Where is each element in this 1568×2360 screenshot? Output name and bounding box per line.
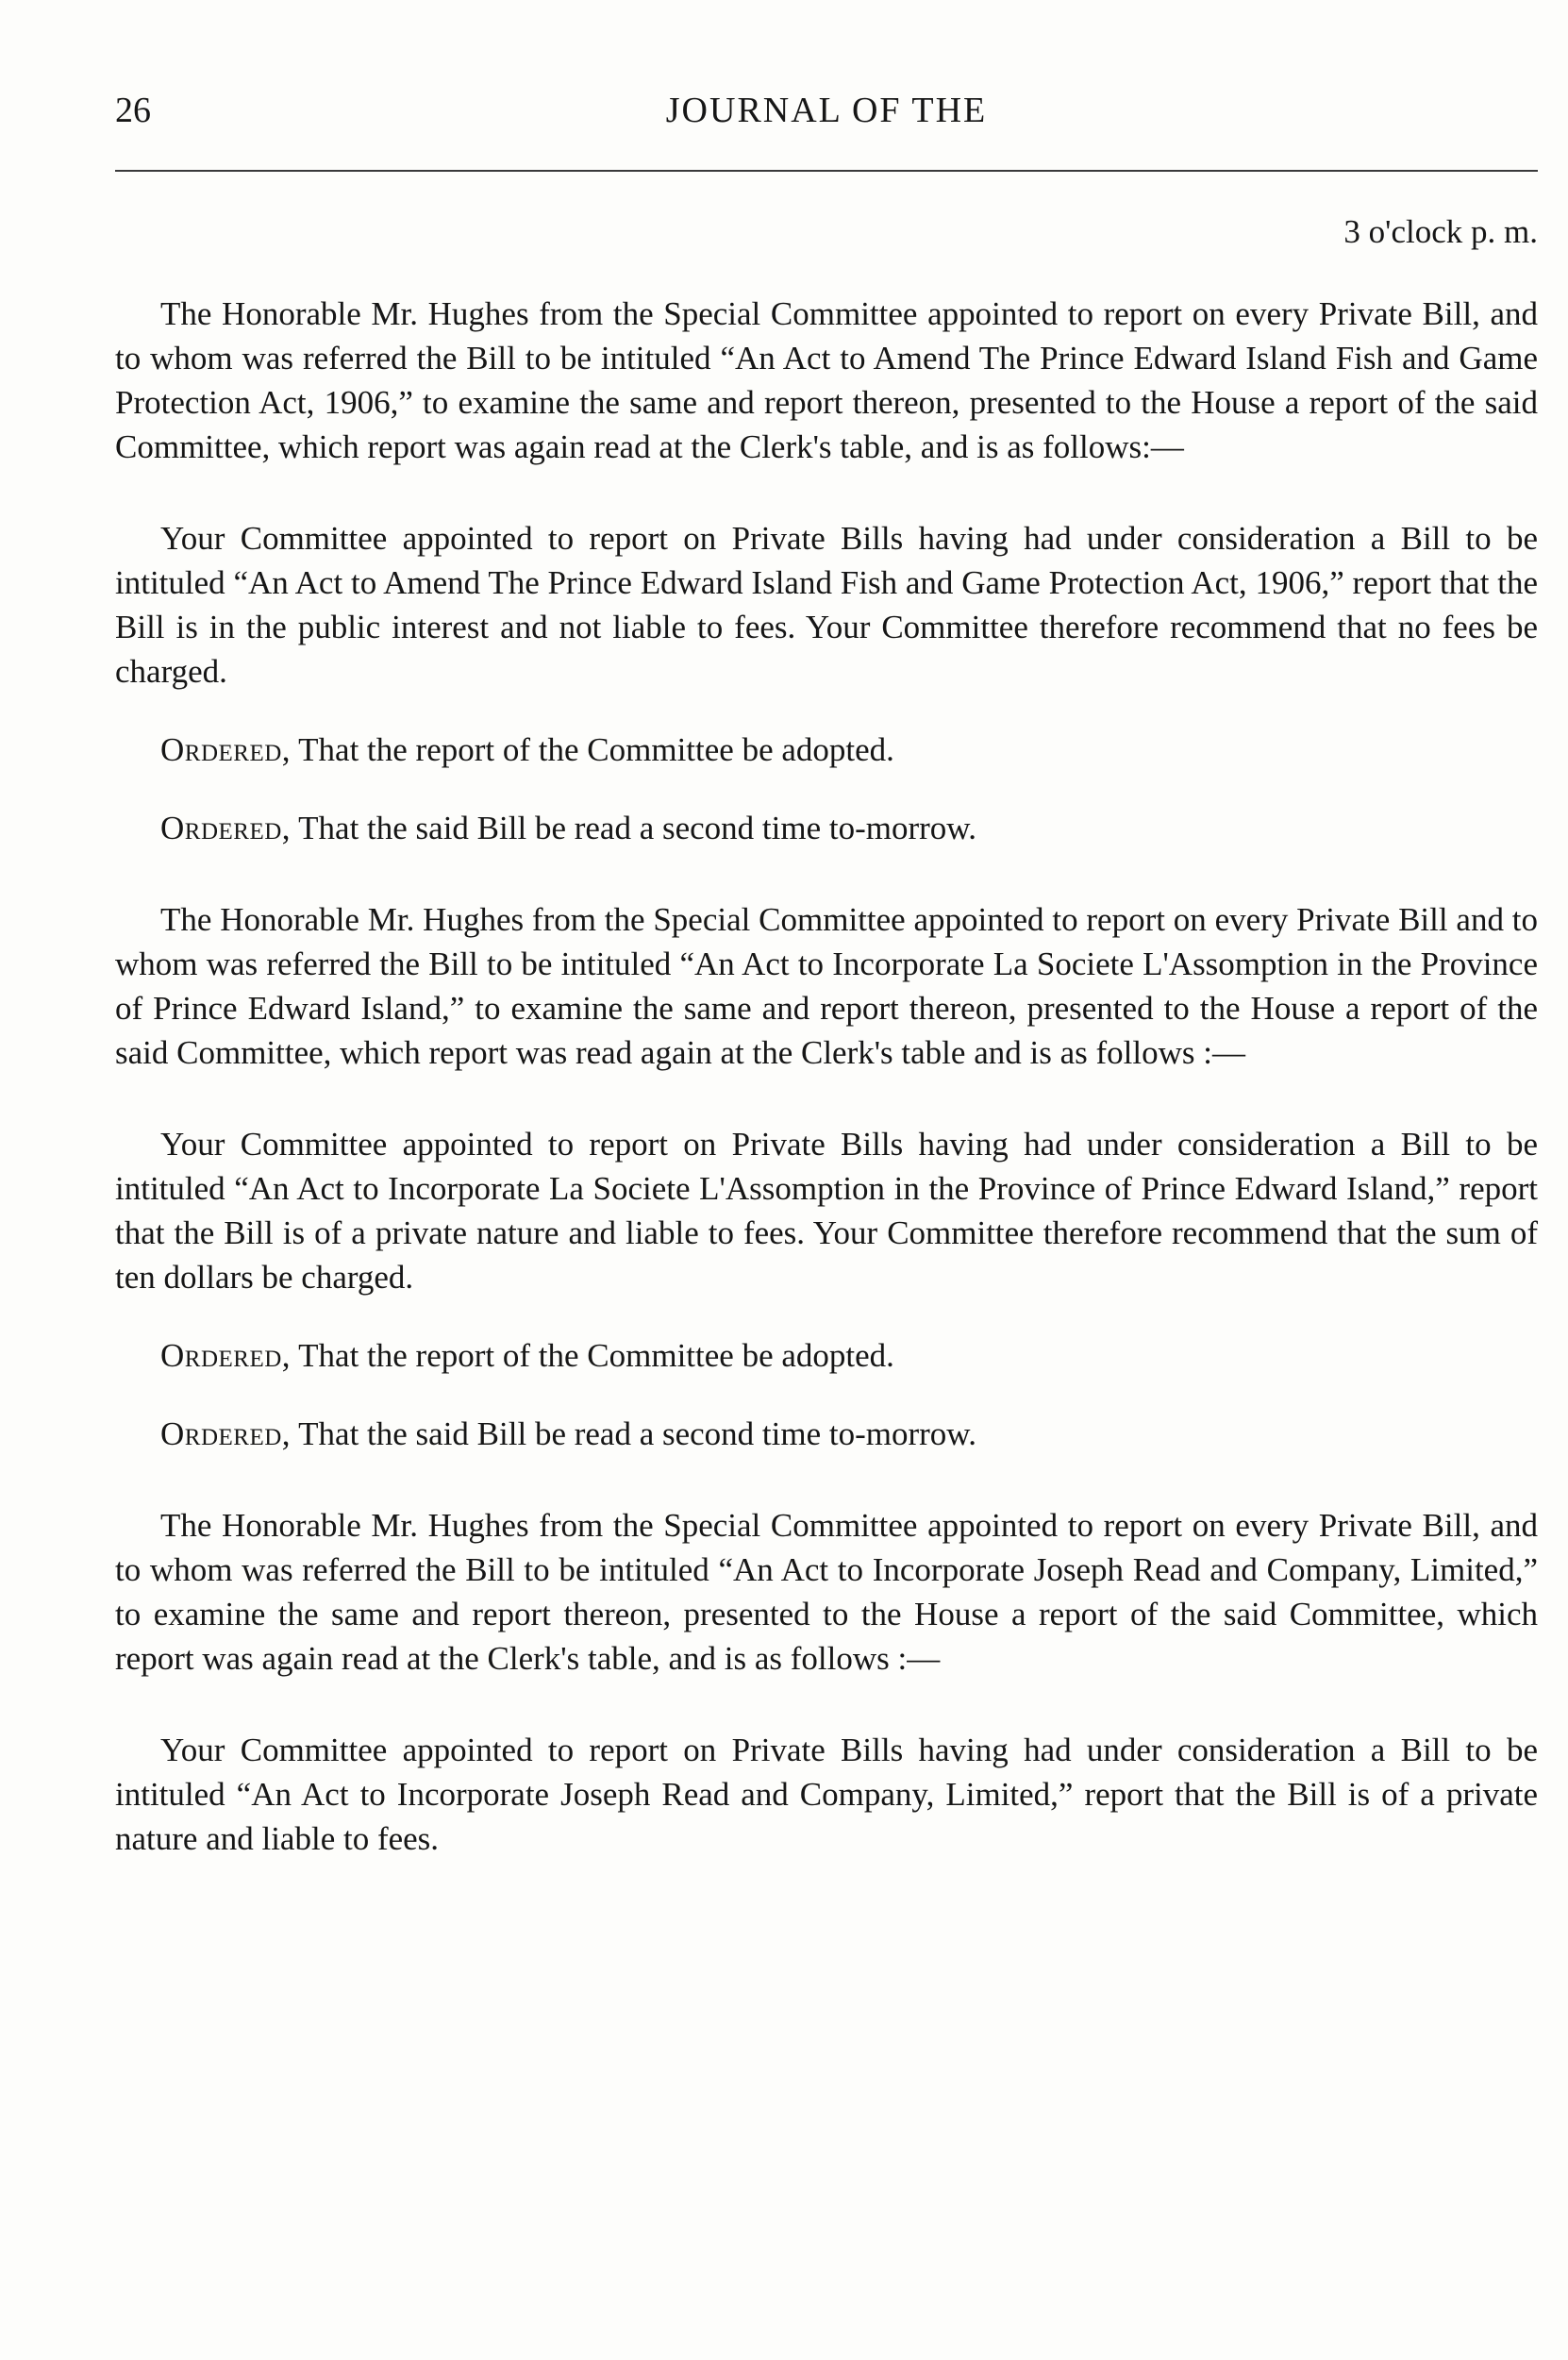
ordered-text: That the report of the Committee be adopted.	[291, 731, 894, 768]
session-time: 3 o'clock p. m.	[1343, 213, 1538, 250]
committee-report-intro: The Honorable Mr. Hughes from the Special Committee appointed to report on every Private Bill, and to whom was referred the Bill to be intituled “An Act to Incorporate Joseph Read and Company, Limited,” to examine the same and report thereon, presented to the House a report of the said Committee, which report was again read at the Clerk's table, and is as follows :—	[115, 1507, 1538, 1677]
ordered-text: That the said Bill be read a second time to-morrow.	[291, 810, 977, 846]
ordered-text: That the said Bill be read a second time to-morrow.	[291, 1415, 977, 1452]
ordered-motion	[115, 1333, 1538, 1378]
ordered-text: That the report of the Committee be adopted.	[291, 1337, 894, 1374]
ordered-label: Ordered,	[160, 1415, 292, 1452]
ordered-motion	[115, 728, 1538, 772]
ordered-motion	[115, 806, 1538, 850]
committee-report-text: Your Committee appointed to report on Private Bills having had under consideration a Bill to be intituled “An Act to Incorporate La Societe L'Assomption in the Province of Prince Edward Island,” report that the Bill is of a private nature and liable to fees. Your Committee therefore recommend that the sum of ten dollars be charged.	[115, 1126, 1538, 1296]
committee-report-intro: The Honorable Mr. Hughes from the Special Committee appointed to report on every Private Bill, and to whom was referred the Bill to be intituled “An Act to Amend The Prince Edward Island Fish and Game Protection Act, 1906,” to examine the same and report thereon, presented to the House a report of the said Committee, which report was again read at the Clerk's table, and is as follows:—	[115, 295, 1538, 465]
journal-body	[115, 209, 1538, 1908]
committee-report-intro: The Honorable Mr. Hughes from the Special Committee appointed to report on every Private Bill and to whom was referred the Bill to be intituled “An Act to Incorporate La Societe L'Assomption in the Province of Prince Edward Island,” to examine the same and report thereon, presented to the House a report of the said Committee, which report was read again at the Clerk's table and is as follows :—	[115, 901, 1538, 1071]
ordered-label: Ordered,	[160, 810, 292, 846]
page-number: 26	[115, 91, 151, 130]
ordered-label: Ordered,	[160, 731, 292, 768]
ordered-motion	[115, 1412, 1538, 1456]
page-header	[115, 87, 1538, 134]
running-head: JOURNAL OF THE	[665, 91, 988, 130]
ordered-label: Ordered,	[160, 1337, 292, 1374]
committee-report-text: Your Committee appointed to report on Private Bills having had under consideration a Bill to be intituled “An Act to Incorporate Joseph Read and Company, Limited,” report that the Bill is of a private nature and liable to fees.	[115, 1732, 1538, 1857]
committee-report-text: Your Committee appointed to report on Private Bills having had under consideration a Bill to be intituled “An Act to Amend The Prince Edward Island Fish and Game Protection Act, 1906,” report that the Bill is in the public interest and not liable to fees. Your Committee therefore recommend that no fees be charged.	[115, 520, 1538, 690]
header-rule	[115, 170, 1538, 172]
